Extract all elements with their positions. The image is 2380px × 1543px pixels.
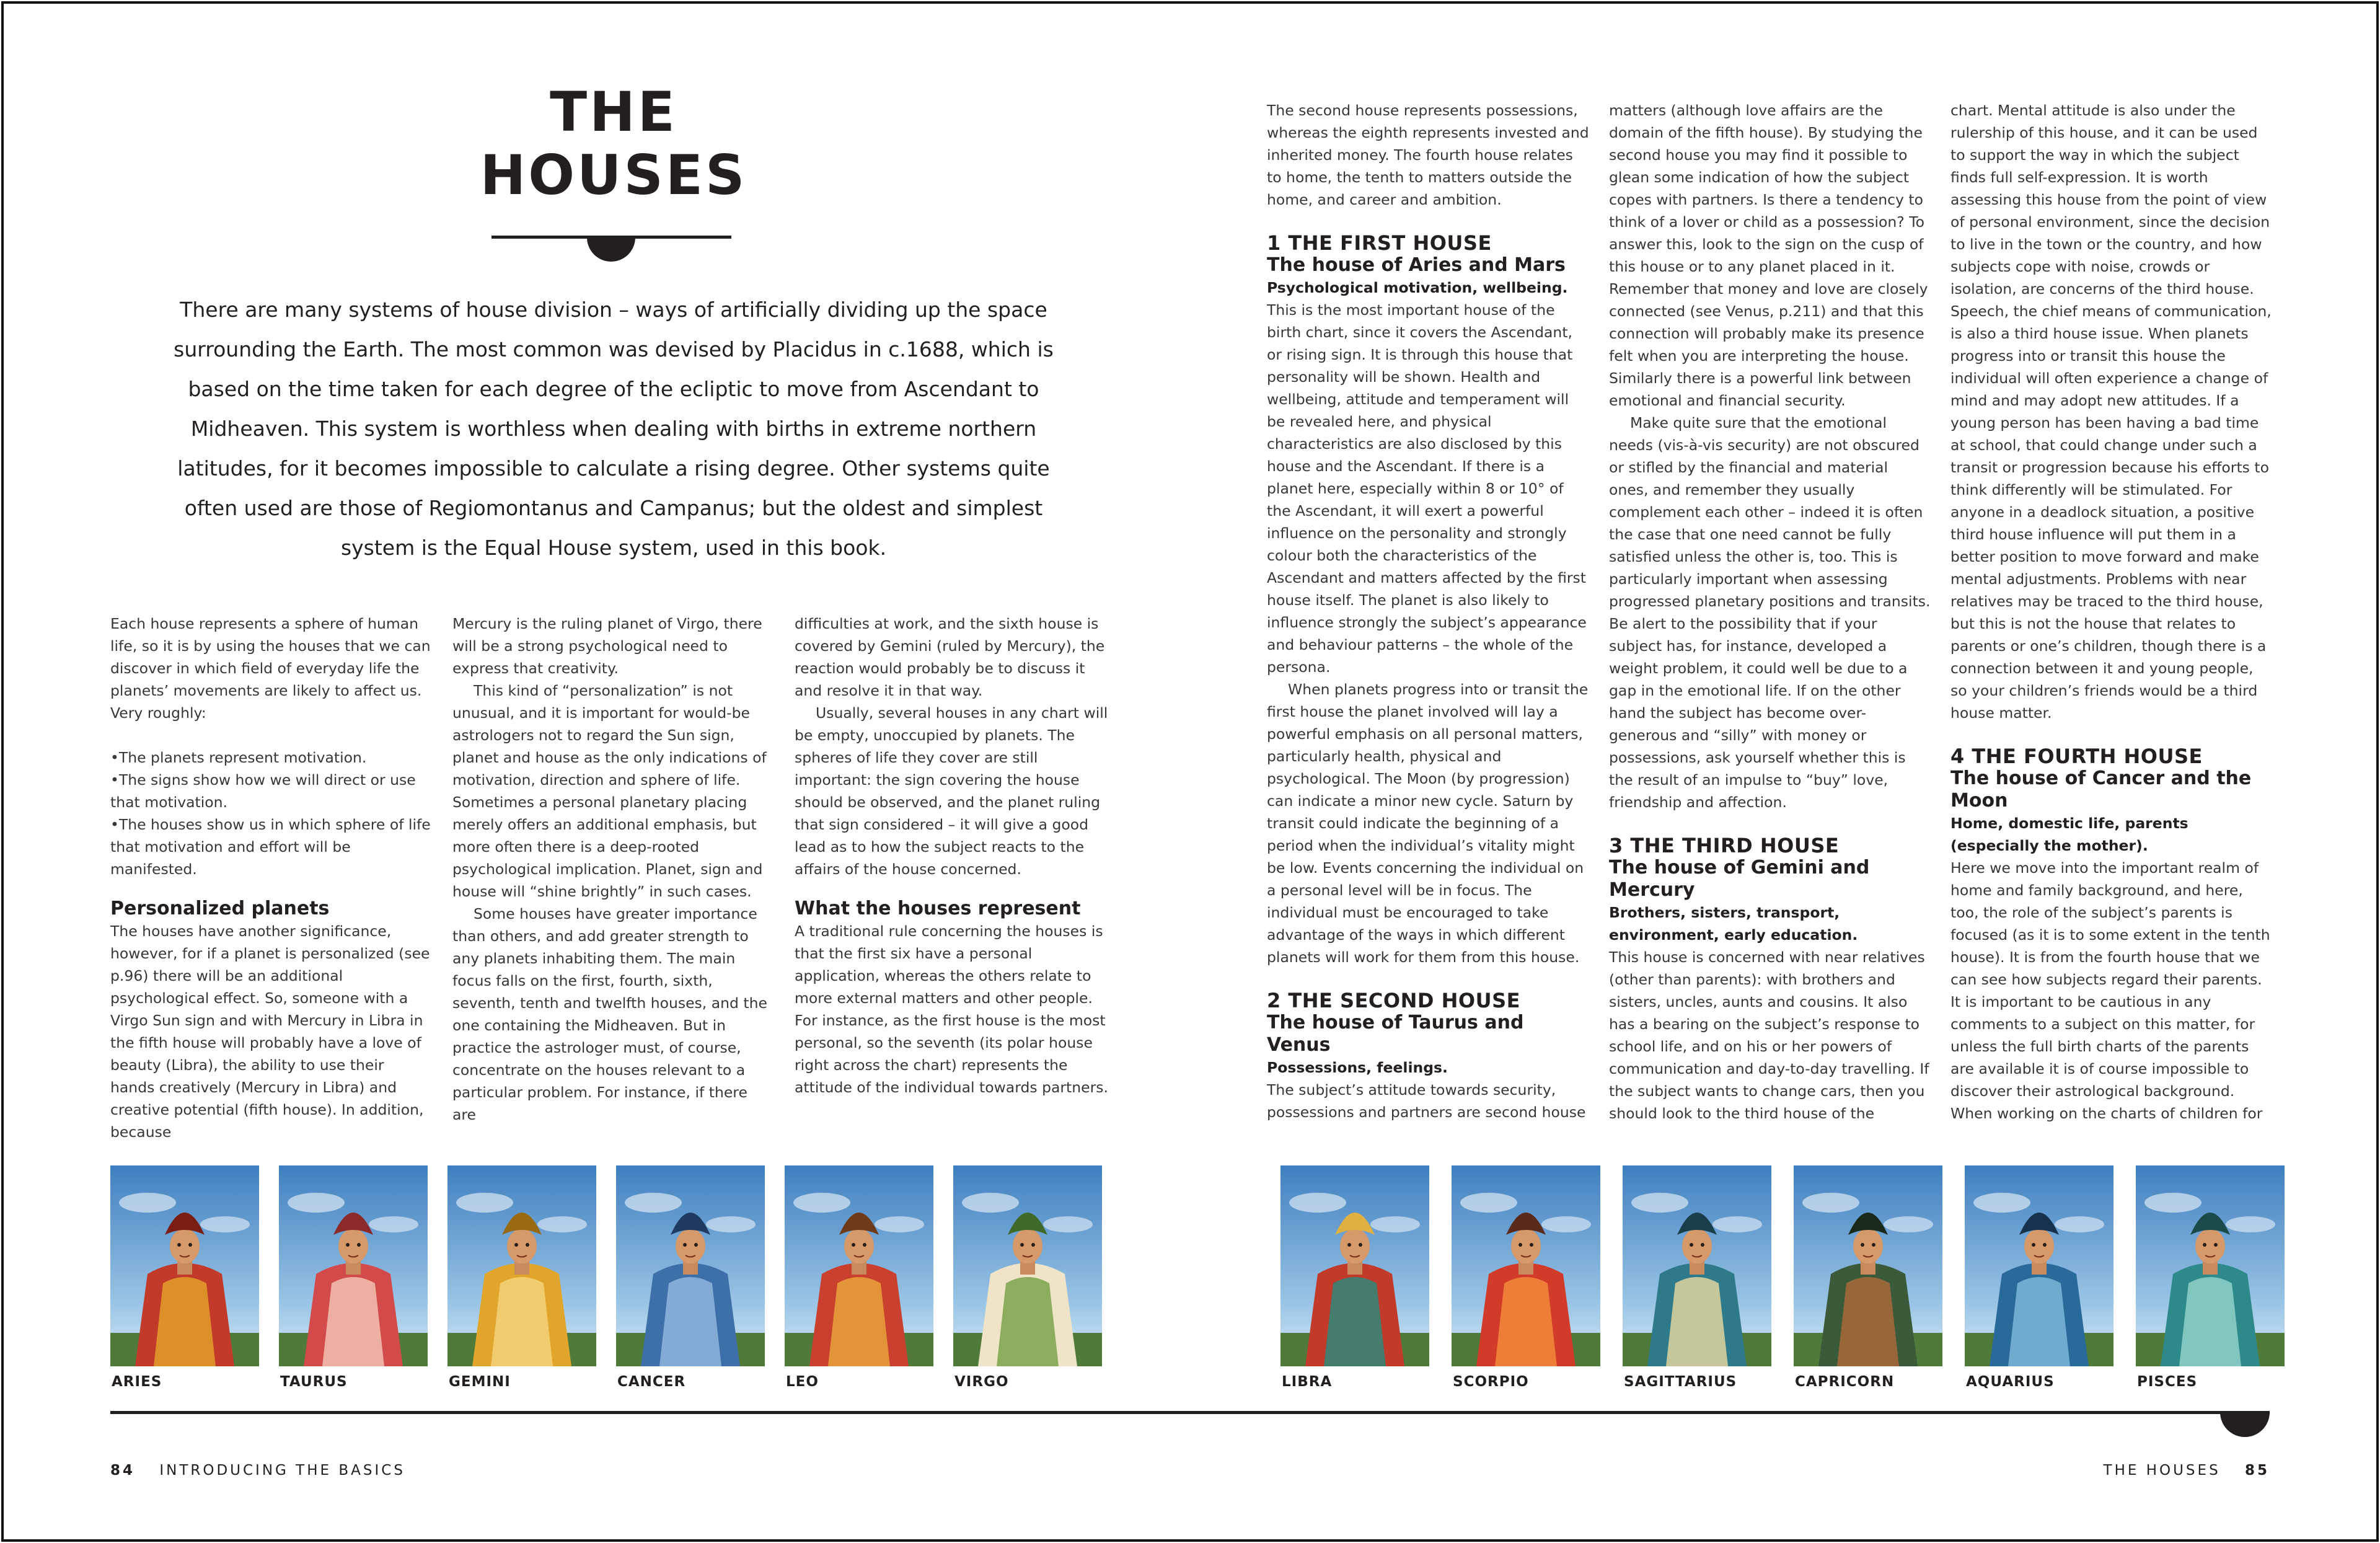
- left-page-number: 84: [110, 1462, 136, 1479]
- section-heading-personalized-planets: Personalized planets: [110, 898, 330, 919]
- body-paragraph: This house is concerned with near relatives (other than parents): with brothers and sisters, uncles, aunts and cousins. It also has a bearing on the subject’s response to school life, and on his or her powers of communication and day-to-day travelling. If the subject wants to change cars, then you should look to the third house of the: [1609, 948, 1929, 1122]
- third-house-subheading: The house of Gemini and Mercury: [1609, 857, 1870, 901]
- zodiac-card-aquarius: [1965, 1165, 2113, 1366]
- zodiac-label-aries: ARIES: [112, 1374, 162, 1390]
- body-paragraph: A traditional rule concerning the houses is that the first six have a personal application, whereas the others relate to more external matters and other people. For instance, as the first house is the most personal, so the seventh (its polar house right across the chart) represents the attitude of the individual towards partners.: [795, 922, 1108, 1096]
- zodiac-label-capricorn: CAPRICORN: [1795, 1374, 1895, 1390]
- zodiac-label-aquarius: AQUARIUS: [1966, 1374, 2055, 1390]
- cancer-illustration: [616, 1165, 765, 1366]
- bullet-item: •The houses show us in which sphere of life that motivation and effort will be manifested.: [110, 816, 431, 878]
- zodiac-card-aries: [110, 1165, 259, 1366]
- zodiac-label-gemini: GEMINI: [449, 1374, 511, 1390]
- second-house-keywords: Possessions, feelings.: [1267, 1059, 1448, 1076]
- second-house-heading: 2 THE SECOND HOUSE: [1267, 989, 1520, 1012]
- first-house-subheading: The house of Aries and Mars: [1267, 254, 1566, 276]
- body-paragraph: Here we move into the important realm of home and family background, and here, too, the role of the subject’s parents is focused (as it is to some extent in the tenth house). It is from the fourth house that we can see how subjects regard their parents. It is important to be cautious in any comments to a subject on this matter, for unless the full birth charts of the parents are available it is of course impossible to discover their astrological background. When working on the charts of children for: [1950, 859, 2270, 1122]
- zodiac-card-taurus: [279, 1165, 428, 1366]
- title-line-1: THE: [550, 80, 677, 144]
- first-house-keywords: Psychological motivation, wellbeing.: [1267, 279, 1568, 296]
- body-paragraph: Mercury is the ruling planet of Virgo, there will be a strong psychological need to express that creativity.: [452, 615, 762, 677]
- zodiac-card-leo: [785, 1165, 933, 1366]
- body-paragraph: difficulties at work, and the sixth house is covered by Gemini (ruled by Mercury), the reaction would probably be to discuss it and resolve it in that way.: [795, 615, 1105, 699]
- right-page-number: 85: [2244, 1462, 2270, 1479]
- aquarius-illustration: [1965, 1165, 2113, 1366]
- body-paragraph: The subject’s attitude towards security, possessions and partners are second house: [1267, 1081, 1586, 1121]
- zodiac-card-libra: [1280, 1165, 1429, 1366]
- fourth-house-subheading: The house of Cancer and the Moon: [1950, 767, 2252, 811]
- body-paragraph: matters (although love affairs are the domain of the fifth house). By studying the second house you may find it possible to glean some indication of how the subject copes with partners. Is there a tendency to think of a lover or child as a possession? To answer this, look to the sign on the cusp of this house or to any planet placed in it. Remember that money and love are closely connected (see Venus, p.211) and that this connection will probably make its presence felt when you are interpreting the house. Similarly there is a powerful link between emotional and financial security.: [1609, 102, 1928, 409]
- gemini-illustration: [447, 1165, 596, 1366]
- fourth-house-keywords: Home, domestic life, parents (especially the mother).: [1950, 815, 2188, 854]
- taurus-illustration: [279, 1165, 428, 1366]
- zodiac-card-gemini: [447, 1165, 596, 1366]
- second-house-subheading: The house of Taurus and Venus: [1267, 1012, 1524, 1056]
- body-paragraph: When planets progress into or transit the first house the planet involved will lay a powerful emphasis on all personal matters, particularly health, physical and psychological. The Moon (by progression) can indicate a minor new cycle. Saturn by transit could indicate the beginning of a period when the individual’s vitality might be low. Events concerning the individual on a personal level will be in focus. The individual must be encouraged to take advantage of the ways in which different planets will work for them from this house.: [1267, 681, 1589, 966]
- body-paragraph: Each house represents a sphere of human life, so it is by using the houses that we can discover in which field of everyday life the planets’ movements are likely to affect us. Very roughly:: [110, 615, 431, 722]
- section-heading-what-houses-represent: What the houses represent: [795, 898, 1081, 919]
- intro-paragraph: There are many systems of house division – ways of artificially dividing up the space surrounding the Earth. The most common was devised by Placidus in c.1688, which is based on the time taken for each degree of the ecliptic to move from Ascendant to Midheaven. This system is worthless when dealing with births in extreme northern latitudes, for it becomes impossible to calculate a rising degree. Other systems quite often used are those of Regiomontanus and Campanus; but the oldest and simplest system is the Equal House system, used in this book.: [174, 298, 1054, 560]
- body-paragraph: This is the most important house of the birth chart, since it covers the Ascendant, or rising sign. It is through this house that personality will be shown. Health and wellbeing, attitude and temperament will be revealed here, and physical characteristics are also disclosed by this house and the Ascendant. If there is a planet here, especially within 8 or 10° of the Ascendant, it will exert a powerful influence on the personality and strongly colour both the characteristics of the Ascendant and matters affected by the first house itself. The planet is also likely to influence strongly the subject’s appearance and behaviour patterns – the whole of the persona.: [1267, 301, 1587, 676]
- body-paragraph: The houses have another significance, however, for if a planet is personalized (see p.96) there will be an additional psychological effect. So, someone with a Virgo Sun sign and with Mercury in Libra in the fifth house will probably have a love of beauty (Libra), the ability to use their hands creatively (Mercury in Libra) and creative potential (fifth house). In addition, because: [110, 922, 430, 1141]
- left-running-head: INTRODUCING THE BASICS: [159, 1462, 405, 1479]
- libra-illustration: [1280, 1165, 1429, 1366]
- zodiac-label-cancer: CANCER: [617, 1374, 686, 1390]
- bottom-rule: [110, 1411, 2270, 1414]
- right-column-1: [1267, 99, 1589, 1123]
- virgo-illustration: [953, 1165, 1102, 1366]
- zodiac-card-scorpio: [1452, 1165, 1600, 1366]
- bullet-item: •The planets represent motivation.: [110, 749, 367, 766]
- left-folio: [110, 1462, 405, 1479]
- first-house-heading: 1 THE FIRST HOUSE: [1267, 231, 1492, 255]
- zodiac-card-capricorn: [1794, 1165, 1942, 1366]
- right-column-2: [1609, 99, 1931, 1125]
- pisces-illustration: [2136, 1165, 2285, 1366]
- title-line-2: HOUSES: [480, 143, 747, 207]
- third-house-keywords: Brothers, sisters, transport, environment, early education.: [1609, 904, 1858, 944]
- zodiac-label-virgo: VIRGO: [954, 1374, 1009, 1390]
- zodiac-label-libra: LIBRA: [1282, 1374, 1333, 1390]
- capricorn-illustration: [1794, 1165, 1942, 1366]
- zodiac-label-scorpio: SCORPIO: [1453, 1374, 1529, 1390]
- zodiac-label-taurus: TAURUS: [280, 1374, 348, 1390]
- zodiac-label-sagittarius: SAGITTARIUS: [1624, 1374, 1737, 1390]
- zodiac-card-pisces: [2136, 1165, 2285, 1366]
- bullet-item: •The signs show how we will direct or use that motivation.: [110, 771, 416, 811]
- left-column-2: [452, 612, 775, 1126]
- scorpio-illustration: [1452, 1165, 1600, 1366]
- zodiac-card-cancer: [616, 1165, 765, 1366]
- body-paragraph: Some houses have greater importance than others, and add greater strength to any planets inhabiting them. The main focus falls on the first, fourth, sixth, seventh, tenth and twelfth houses, and the one containing the Midheaven. But in practice the astrologer must, of course, concentrate on the houses relevant to a particular problem. For instance, if there are: [452, 905, 767, 1123]
- body-paragraph: Usually, several houses in any chart will be empty, unoccupied by planets. The spheres of life they cover are still important: the sign covering the house should be observed, and the planet ruling that sign considered – it will give a good lead as to how the subject reacts to the affairs of the house concerned.: [795, 704, 1108, 878]
- aries-illustration: [110, 1165, 259, 1366]
- left-column-3: [795, 612, 1117, 1099]
- right-folio: [2104, 1462, 2270, 1479]
- third-house-heading: 3 THE THIRD HOUSE: [1609, 834, 1840, 857]
- zodiac-label-pisces: PISCES: [2137, 1374, 2198, 1390]
- right-running-head: THE HOUSES: [2103, 1462, 2221, 1479]
- body-paragraph: This kind of “personalization” is not unusual, and it is important for would-be astrologers not to regard the Sun sign, planet and house as the only indications of motivation, direction and sphere of life. Sometimes a personal planetary placing merely offers an additional emphasis, but more often there is a deep-rooted psychological implication. Planet, sign and house will “shine brightly” in such cases.: [452, 682, 767, 900]
- fourth-house-heading: 4 THE FOURTH HOUSE: [1950, 745, 2203, 768]
- left-column-1: [110, 612, 433, 1143]
- leo-illustration: [785, 1165, 933, 1366]
- zodiac-label-leo: LEO: [786, 1374, 819, 1390]
- sagittarius-illustration: [1623, 1165, 1771, 1366]
- body-paragraph: The second house represents possessions, whereas the eighth represents invested and inherited money. The fourth house relates to home, the tenth to matters outside the home, and career and ambition.: [1267, 102, 1589, 208]
- body-paragraph: chart. Mental attitude is also under the rulership of this house, and it can be used to support the way in which the subject finds full self-expression. It is worth assessing this house from the point of view of personal environment, since the decision to live in the town or the country, and how subjects cope with noise, crowds or isolation, are concerns of the third house. Speech, the chief means of communication, is also a third house issue. When planets progress into or transit this house the individual will often experience a change of mind and may adopt new attitudes. If a young person has been having a bad time at school, that could change under such a transit or progression because his efforts to think differently will be stimulated. For anyone in a deadlock situation, a positive third house influence will put them in a better position to move forward and make mental adjustments. Problems with near relatives may be traced to the third house, but this is not the house that relates to parents or one’s children, though there is a connection between it and young people, so your children’s friends would be a third house matter.: [1950, 102, 2272, 722]
- zodiac-card-virgo: [953, 1165, 1102, 1366]
- zodiac-card-sagittarius: [1623, 1165, 1771, 1366]
- right-column-3: [1950, 99, 2273, 1125]
- page-title: [434, 81, 793, 207]
- body-paragraph: Make quite sure that the emotional needs (vis-à-vis security) are not obscured or stifled by the financial and material ones, and remember they usually complement each other – indeed it is often the case that one need cannot be fully satisfied unless the other is, too. This is particularly important when assessing progressed planetary positions and transits. Be alert to the possibility that if your subject has, for instance, developed a weight problem, it could well be due to a gap in the emotional life. If on the other hand the subject has become over-generous and “silly” with money or possessions, ask yourself whether this is the result of an impulse to “buy” love, friendship and affection.: [1609, 414, 1931, 811]
